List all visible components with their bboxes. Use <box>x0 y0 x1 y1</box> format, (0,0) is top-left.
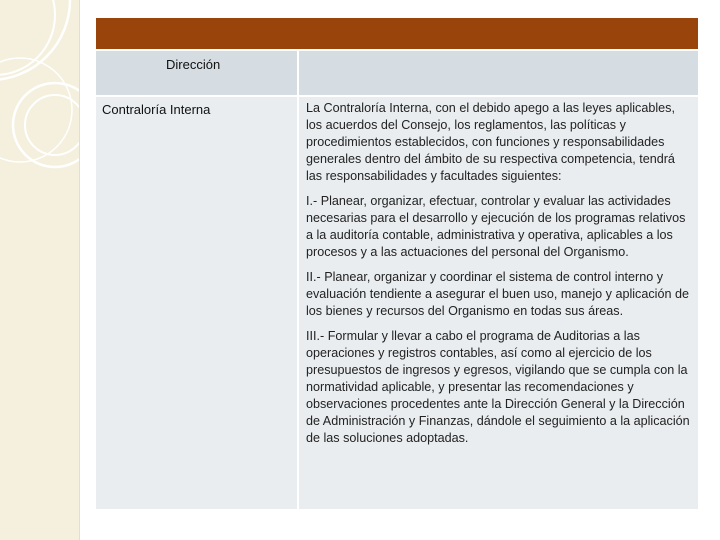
header-cell-direccion: Dirección <box>166 57 221 72</box>
table-header-bar <box>96 18 698 49</box>
table-header-row <box>96 49 698 95</box>
decorative-side-panel <box>0 0 80 540</box>
table-row <box>96 95 698 509</box>
responsibility-item-2: II.- Planear, organizar y coordinar el sistema de control interno y evaluación tendiente a asegurar el buen uso, manejo y aplicación de los bienes y recursos del Organismo en todas sus áreas. <box>306 270 689 318</box>
responsibility-item-3: III.- Formular y llevar a cabo el programa de Auditorias a las operaciones y registros contables, así como al ejercicio de los presupuestos de ingresos y egresos, vigilando que se cumpla con la normatividad aplicable, y presentar las recomendaciones y observaciones procedentes ante la Dirección General y la Dirección de Administración y Finanzas, dándole el seguimiento a la aplicación de las soluciones adoptadas. <box>306 329 690 445</box>
row-label-cell: Contraloría Interna <box>102 102 211 117</box>
responsibilities-table <box>96 18 698 509</box>
header-cell-empty <box>297 51 698 95</box>
description-cell <box>297 97 698 509</box>
decorative-circles-graphic <box>0 0 79 540</box>
responsibility-item-1: I.- Planear, organizar, efectuar, controlar y evaluar las actividades necesarias para el desarrollo y ejecución de los programas relativos a la auditoría contable, administrativa y operativa, aplicables a los procesos y a las actuaciones del personal del Organismo. <box>306 194 686 259</box>
intro-paragraph: La Contraloría Interna, con el debido apego a las leyes aplicables, los acuerdos del Consejo, los reglamentos, las políticas y procedimientos establecidos, con funciones y responsabilidades generales dentro del ámbito de su respectiva competencia, tendrá las responsabilidades y facultades siguientes: <box>306 101 675 183</box>
